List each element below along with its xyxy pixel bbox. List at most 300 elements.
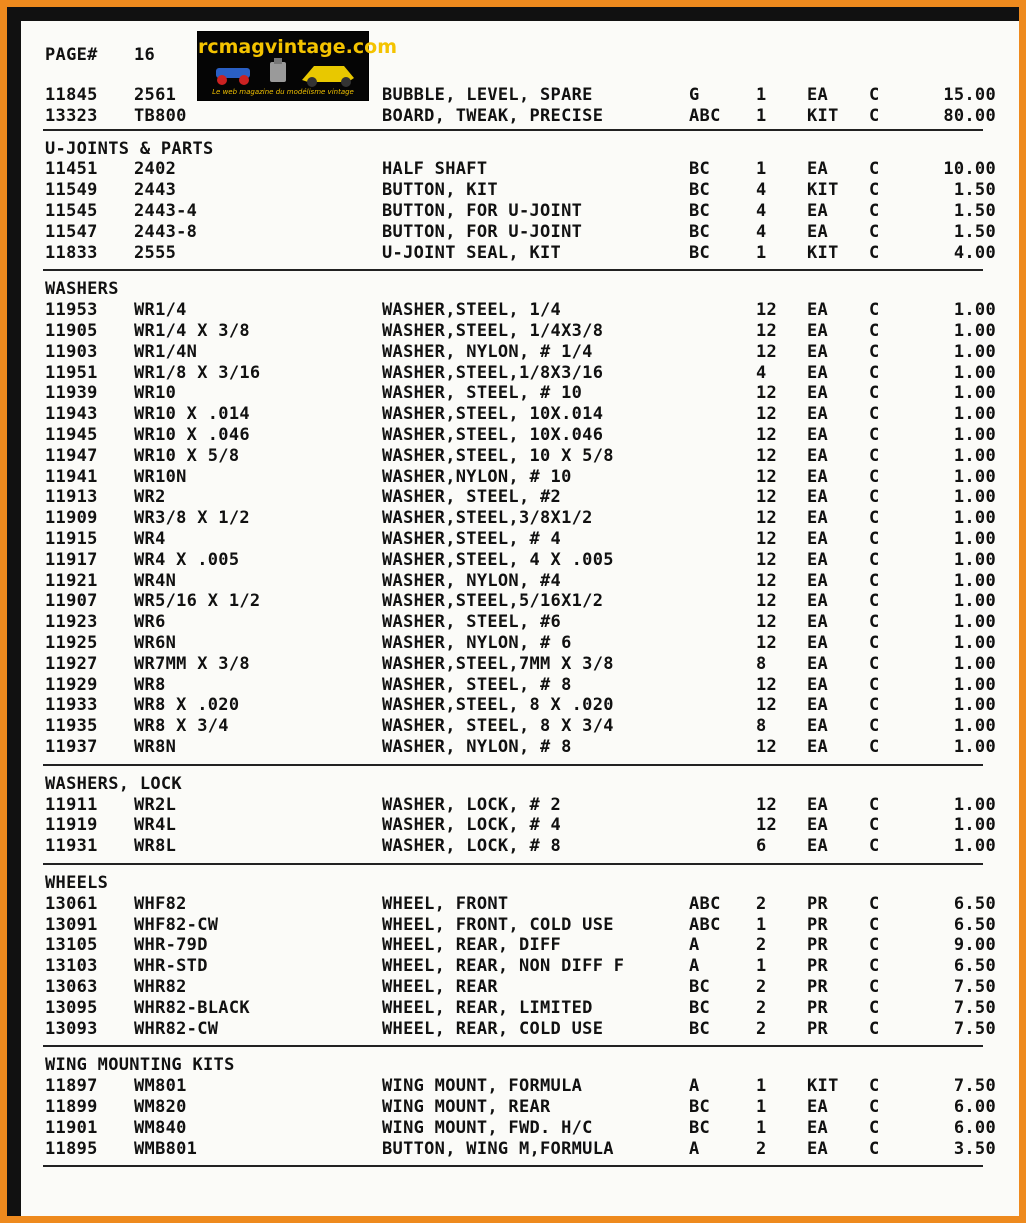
item-price: 1.00 [953, 716, 996, 737]
item-price: 1.50 [953, 180, 996, 201]
item-qty: 2 [756, 1138, 767, 1159]
item-part: WR5/16 X 1/2 [134, 591, 261, 612]
item-part: WM840 [134, 1117, 187, 1138]
item-price: 1.00 [953, 300, 996, 321]
item-no: 11951 [45, 362, 98, 383]
item-no: 13061 [45, 893, 98, 914]
item-no: 11907 [45, 591, 98, 612]
item-qty: 1 [756, 159, 767, 180]
item-desc: WASHER, LOCK, # 8 [382, 836, 562, 857]
item-qty: 4 [756, 201, 767, 221]
section-title-text: WASHERS [45, 279, 119, 300]
item-desc: WASHER,STEEL, 8 X .020 [382, 695, 614, 716]
item-price: 1.50 [953, 221, 996, 242]
item-desc: WASHER,NYLON, # 10 [382, 466, 572, 487]
item-qty: 2 [756, 977, 767, 997]
item-price: 6.00 [953, 1097, 996, 1117]
item-cls: BC [689, 997, 711, 1018]
item-part: WHF82-CW [134, 914, 219, 935]
item-qty: 2 [756, 935, 767, 956]
item-no: 11927 [45, 653, 98, 674]
item-code: C [869, 1117, 880, 1138]
item-price: 1.00 [953, 633, 996, 653]
item-desc: WASHER, NYLON, # 8 [382, 737, 572, 757]
item-qty: 12 [756, 529, 778, 549]
item-code: C [869, 383, 880, 404]
item-unit: PR [807, 914, 829, 935]
site-logo [197, 31, 397, 101]
item-desc: WASHER, STEEL, 8 X 3/4 [382, 716, 614, 737]
item-desc: WASHER,STEEL, 1/4 [382, 300, 562, 321]
item-unit: EA [807, 300, 829, 321]
item-unit: EA [807, 321, 829, 341]
item-price: 1.50 [953, 201, 996, 221]
item-code: C [869, 404, 880, 425]
item-part: WR10 X .014 [134, 404, 250, 425]
item-unit: PR [807, 997, 829, 1018]
item-price: 1.00 [953, 487, 996, 508]
item-qty: 4 [756, 362, 767, 383]
item-code: C [869, 737, 880, 757]
item-cls: BC [689, 242, 711, 263]
item-code: C [869, 300, 880, 321]
item-no: 13103 [45, 956, 98, 977]
item-qty: 12 [756, 425, 778, 445]
section-title-text: WASHERS, LOCK [45, 773, 182, 794]
item-desc: WASHER,STEEL,3/8X1/2 [382, 508, 593, 529]
item-part: WHR82-BLACK [134, 997, 250, 1018]
item-qty: 6 [756, 836, 767, 857]
item-no: 11933 [45, 695, 98, 716]
item-unit: EA [807, 836, 829, 857]
item-code: C [869, 997, 880, 1018]
item-desc: BUTTON, KIT [382, 180, 498, 201]
item-code: C [869, 362, 880, 383]
item-desc: WASHER,STEEL, 10X.046 [382, 425, 604, 445]
item-cls: A [689, 935, 700, 956]
item-desc: WHEEL, REAR, COLD USE [382, 1018, 604, 1039]
page-header [21, 45, 156, 65]
item-no: 11929 [45, 674, 98, 695]
item-code: C [869, 893, 880, 914]
item-price: 4.00 [953, 242, 996, 263]
item-price: 1.00 [953, 591, 996, 612]
section-title-text: U-JOINTS & PARTS [45, 138, 214, 159]
item-no: 11905 [45, 321, 98, 341]
item-price: 1.00 [953, 341, 996, 362]
item-unit: PR [807, 977, 829, 997]
item-no: 11937 [45, 737, 98, 757]
item-code: C [869, 425, 880, 445]
item-part: WR4L [134, 815, 177, 836]
item-unit: EA [807, 794, 829, 815]
rc-car-logo-icon [198, 58, 368, 88]
item-part: WM801 [134, 1076, 187, 1097]
item-desc: WHEEL, REAR, DIFF [382, 935, 562, 956]
item-part: WHF82 [134, 893, 187, 914]
item-qty: 12 [756, 612, 778, 633]
item-price: 6.50 [953, 893, 996, 914]
item-part: WR1/4N [134, 341, 198, 362]
item-no: 11547 [45, 221, 98, 242]
item-part: TB800 [134, 105, 187, 126]
item-code: C [869, 674, 880, 695]
item-price: 1.00 [953, 612, 996, 633]
page-label: PAGE# [45, 45, 98, 65]
item-unit: EA [807, 404, 829, 425]
item-qty: 12 [756, 445, 778, 466]
item-cls: BC [689, 1097, 711, 1117]
item-unit: EA [807, 221, 829, 242]
item-part: 2443-8 [134, 221, 198, 242]
item-code: C [869, 105, 880, 126]
item-part: WHR82 [134, 977, 187, 997]
price-list-page [21, 21, 1019, 1216]
item-qty: 2 [756, 997, 767, 1018]
item-unit: EA [807, 716, 829, 737]
item-unit: EA [807, 570, 829, 591]
item-unit: EA [807, 341, 829, 362]
item-desc: WING MOUNT, REAR [382, 1097, 551, 1117]
item-price: 80.00 [943, 105, 996, 126]
item-price: 6.50 [953, 956, 996, 977]
section-divider [43, 269, 983, 271]
item-qty: 12 [756, 794, 778, 815]
item-unit: EA [807, 159, 829, 180]
item-cls: A [689, 956, 700, 977]
item-unit: EA [807, 445, 829, 466]
item-code: C [869, 570, 880, 591]
item-qty: 1 [756, 242, 767, 263]
item-desc: WASHER,STEEL, 10X.014 [382, 404, 604, 425]
item-part: 2561 [134, 85, 177, 105]
item-price: 3.50 [953, 1138, 996, 1159]
item-part: WR4 [134, 529, 166, 549]
item-qty: 12 [756, 633, 778, 653]
item-code: C [869, 549, 880, 570]
item-qty: 1 [756, 85, 767, 105]
item-no: 13063 [45, 977, 98, 997]
item-code: C [869, 159, 880, 180]
item-desc: WASHER, STEEL, #2 [382, 487, 562, 508]
item-no: 13095 [45, 997, 98, 1018]
item-desc: WASHER, STEEL, # 8 [382, 674, 572, 695]
section-divider [43, 764, 983, 766]
item-code: C [869, 815, 880, 836]
item-no: 11941 [45, 466, 98, 487]
item-price: 7.50 [953, 997, 996, 1018]
item-part: 2555 [134, 242, 177, 263]
item-qty: 12 [756, 570, 778, 591]
item-code: C [869, 508, 880, 529]
item-unit: EA [807, 815, 829, 836]
item-part: WHR-STD [134, 956, 208, 977]
item-price: 1.00 [953, 383, 996, 404]
item-unit: EA [807, 487, 829, 508]
item-part: WM820 [134, 1097, 187, 1117]
item-code: C [869, 633, 880, 653]
item-code: C [869, 1076, 880, 1097]
item-qty: 12 [756, 321, 778, 341]
item-desc: WASHER,STEEL,1/8X3/16 [382, 362, 604, 383]
page-number: 16 [134, 45, 156, 65]
item-no: 11939 [45, 383, 98, 404]
item-unit: EA [807, 591, 829, 612]
item-price: 10.00 [943, 159, 996, 180]
item-code: C [869, 914, 880, 935]
item-price: 6.50 [953, 914, 996, 935]
item-code: C [869, 466, 880, 487]
item-qty: 1 [756, 1117, 767, 1138]
item-desc: WASHER, LOCK, # 4 [382, 815, 562, 836]
item-code: C [869, 591, 880, 612]
item-code: C [869, 1018, 880, 1039]
item-qty: 12 [756, 300, 778, 321]
item-code: C [869, 612, 880, 633]
item-code: C [869, 221, 880, 242]
item-part: 2402 [134, 159, 177, 180]
item-price: 7.50 [953, 1018, 996, 1039]
item-no: 11451 [45, 159, 98, 180]
item-part: WR1/8 X 3/16 [134, 362, 261, 383]
item-part: WR8N [134, 737, 177, 757]
item-qty: 8 [756, 716, 767, 737]
item-part: 2443 [134, 180, 177, 201]
item-desc: WASHER, LOCK, # 2 [382, 794, 562, 815]
item-price: 1.00 [953, 674, 996, 695]
item-code: C [869, 341, 880, 362]
item-desc: HALF SHAFT [382, 159, 488, 180]
item-desc: BUTTON, WING M,FORMULA [382, 1138, 614, 1159]
item-price: 1.00 [953, 425, 996, 445]
item-qty: 8 [756, 653, 767, 674]
item-part: WHR82-CW [134, 1018, 219, 1039]
item-part: WR2 [134, 487, 166, 508]
item-unit: PR [807, 893, 829, 914]
item-qty: 12 [756, 466, 778, 487]
item-no: 11895 [45, 1138, 98, 1159]
item-desc: WASHER, NYLON, #4 [382, 570, 562, 591]
item-desc: BUTTON, FOR U-JOINT [382, 201, 583, 221]
item-qty: 1 [756, 105, 767, 126]
item-qty: 12 [756, 341, 778, 362]
item-code: C [869, 794, 880, 815]
item-code: C [869, 836, 880, 857]
item-cls: BC [689, 180, 711, 201]
item-qty: 12 [756, 549, 778, 570]
item-unit: EA [807, 612, 829, 633]
item-part: WR10 X 5/8 [134, 445, 240, 466]
item-part: WR7MM X 3/8 [134, 653, 250, 674]
item-price: 1.00 [953, 836, 996, 857]
item-part: WR4 X .005 [134, 549, 240, 570]
item-price: 1.00 [953, 362, 996, 383]
item-no: 13093 [45, 1018, 98, 1039]
item-qty: 12 [756, 591, 778, 612]
item-cls: A [689, 1138, 700, 1159]
item-no: 11935 [45, 716, 98, 737]
item-no: 11549 [45, 180, 98, 201]
page-frame [7, 7, 1019, 1216]
item-code: C [869, 201, 880, 221]
item-desc: WASHER,STEEL, 10 X 5/8 [382, 445, 614, 466]
item-no: 11943 [45, 404, 98, 425]
item-code: C [869, 487, 880, 508]
item-code: C [869, 653, 880, 674]
item-unit: EA [807, 1097, 829, 1117]
item-unit: EA [807, 425, 829, 445]
item-no: 11545 [45, 201, 98, 221]
item-desc: WASHER,STEEL,5/16X1/2 [382, 591, 604, 612]
item-price: 1.00 [953, 815, 996, 836]
item-no: 11915 [45, 529, 98, 549]
item-part: WR1/4 [134, 300, 187, 321]
item-qty: 2 [756, 1018, 767, 1039]
item-no: 11921 [45, 570, 98, 591]
item-unit: PR [807, 935, 829, 956]
item-part: WMB801 [134, 1138, 198, 1159]
item-part: WR8 X 3/4 [134, 716, 229, 737]
item-desc: WHEEL, FRONT, COLD USE [382, 914, 614, 935]
item-part: WR3/8 X 1/2 [134, 508, 250, 529]
section-divider [43, 1165, 983, 1167]
item-qty: 12 [756, 508, 778, 529]
item-code: C [869, 956, 880, 977]
item-desc: WASHER,STEEL, # 4 [382, 529, 562, 549]
item-no: 11919 [45, 815, 98, 836]
section-divider [43, 129, 983, 131]
item-no: 11953 [45, 300, 98, 321]
item-qty: 4 [756, 221, 767, 242]
item-price: 1.00 [953, 695, 996, 716]
item-price: 1.00 [953, 737, 996, 757]
item-unit: EA [807, 674, 829, 695]
section-divider [43, 863, 983, 865]
item-no: 13323 [45, 105, 98, 126]
item-desc: WHEEL, REAR, LIMITED [382, 997, 593, 1018]
item-qty: 1 [756, 956, 767, 977]
item-part: WR8 X .020 [134, 695, 240, 716]
item-unit: EA [807, 362, 829, 383]
item-no: 11917 [45, 549, 98, 570]
item-desc: WING MOUNT, FWD. H/C [382, 1117, 593, 1138]
item-desc: U-JOINT SEAL, KIT [382, 242, 562, 263]
item-desc: WASHER, STEEL, #6 [382, 612, 562, 633]
item-code: C [869, 716, 880, 737]
item-part: WR6 [134, 612, 166, 633]
item-price: 1.00 [953, 529, 996, 549]
section-title-text: WHEELS [45, 873, 109, 893]
item-qty: 12 [756, 404, 778, 425]
item-code: C [869, 1097, 880, 1117]
item-no: 11845 [45, 85, 98, 105]
item-cls: BC [689, 1018, 711, 1039]
logo-text: rcmagvintage.com [198, 36, 397, 58]
item-unit: KIT [807, 1076, 839, 1097]
item-no: 11911 [45, 794, 98, 815]
item-no: 11925 [45, 633, 98, 653]
item-desc: BOARD, TWEAK, PRECISE [382, 105, 604, 126]
item-price: 6.00 [953, 1117, 996, 1138]
item-no: 13091 [45, 914, 98, 935]
item-qty: 12 [756, 737, 778, 757]
item-cls: BC [689, 201, 711, 221]
item-unit: EA [807, 653, 829, 674]
item-unit: PR [807, 1018, 829, 1039]
item-unit: EA [807, 383, 829, 404]
item-desc: WASHER, NYLON, # 6 [382, 633, 572, 653]
item-cls: ABC [689, 893, 721, 914]
item-price: 1.00 [953, 321, 996, 341]
item-qty: 12 [756, 815, 778, 836]
item-cls: ABC [689, 914, 721, 935]
item-unit: KIT [807, 180, 839, 201]
item-unit: EA [807, 549, 829, 570]
item-part: WR10N [134, 466, 187, 487]
item-cls: BC [689, 1117, 711, 1138]
item-price: 1.00 [953, 794, 996, 815]
item-no: 11913 [45, 487, 98, 508]
item-qty: 2 [756, 893, 767, 914]
item-qty: 12 [756, 383, 778, 404]
item-qty: 12 [756, 674, 778, 695]
item-unit: EA [807, 201, 829, 221]
item-code: C [869, 321, 880, 341]
item-code: C [869, 180, 880, 201]
item-price: 1.00 [953, 508, 996, 529]
item-unit: EA [807, 85, 829, 105]
item-part: WR1/4 X 3/8 [134, 321, 250, 341]
item-unit: PR [807, 956, 829, 977]
item-price: 1.00 [953, 549, 996, 570]
item-no: 13105 [45, 935, 98, 956]
item-price: 15.00 [943, 85, 996, 105]
item-no: 11899 [45, 1097, 98, 1117]
item-desc: WASHER,STEEL, 1/4X3/8 [382, 321, 604, 341]
item-unit: EA [807, 529, 829, 549]
item-cls: BC [689, 977, 711, 997]
item-qty: 1 [756, 1076, 767, 1097]
item-price: 1.00 [953, 445, 996, 466]
item-desc: WHEEL, REAR [382, 977, 498, 997]
item-price: 7.50 [953, 977, 996, 997]
item-unit: EA [807, 633, 829, 653]
item-no: 11909 [45, 508, 98, 529]
item-part: WR10 [134, 383, 177, 404]
item-cls: BC [689, 221, 711, 242]
logo-tagline: Le web magazine du modélisme vintage [212, 88, 354, 96]
item-price: 9.00 [953, 935, 996, 956]
section-divider [43, 1045, 983, 1047]
item-desc: WASHER, NYLON, # 1/4 [382, 341, 593, 362]
item-desc: WASHER, STEEL, # 10 [382, 383, 583, 404]
item-cls: A [689, 1076, 700, 1097]
item-no: 11833 [45, 242, 98, 263]
item-no: 11931 [45, 836, 98, 857]
item-qty: 12 [756, 695, 778, 716]
item-code: C [869, 695, 880, 716]
item-desc: WING MOUNT, FORMULA [382, 1076, 583, 1097]
item-desc: BUBBLE, LEVEL, SPARE [382, 85, 593, 105]
item-qty: 4 [756, 180, 767, 201]
item-cls: BC [689, 159, 711, 180]
section-title-text: WING MOUNTING KITS [45, 1055, 235, 1076]
item-cls: G [689, 85, 700, 105]
item-part: WR2L [134, 794, 177, 815]
item-price: 1.00 [953, 653, 996, 674]
item-part: WR4N [134, 570, 177, 591]
item-desc: BUTTON, FOR U-JOINT [382, 221, 583, 242]
